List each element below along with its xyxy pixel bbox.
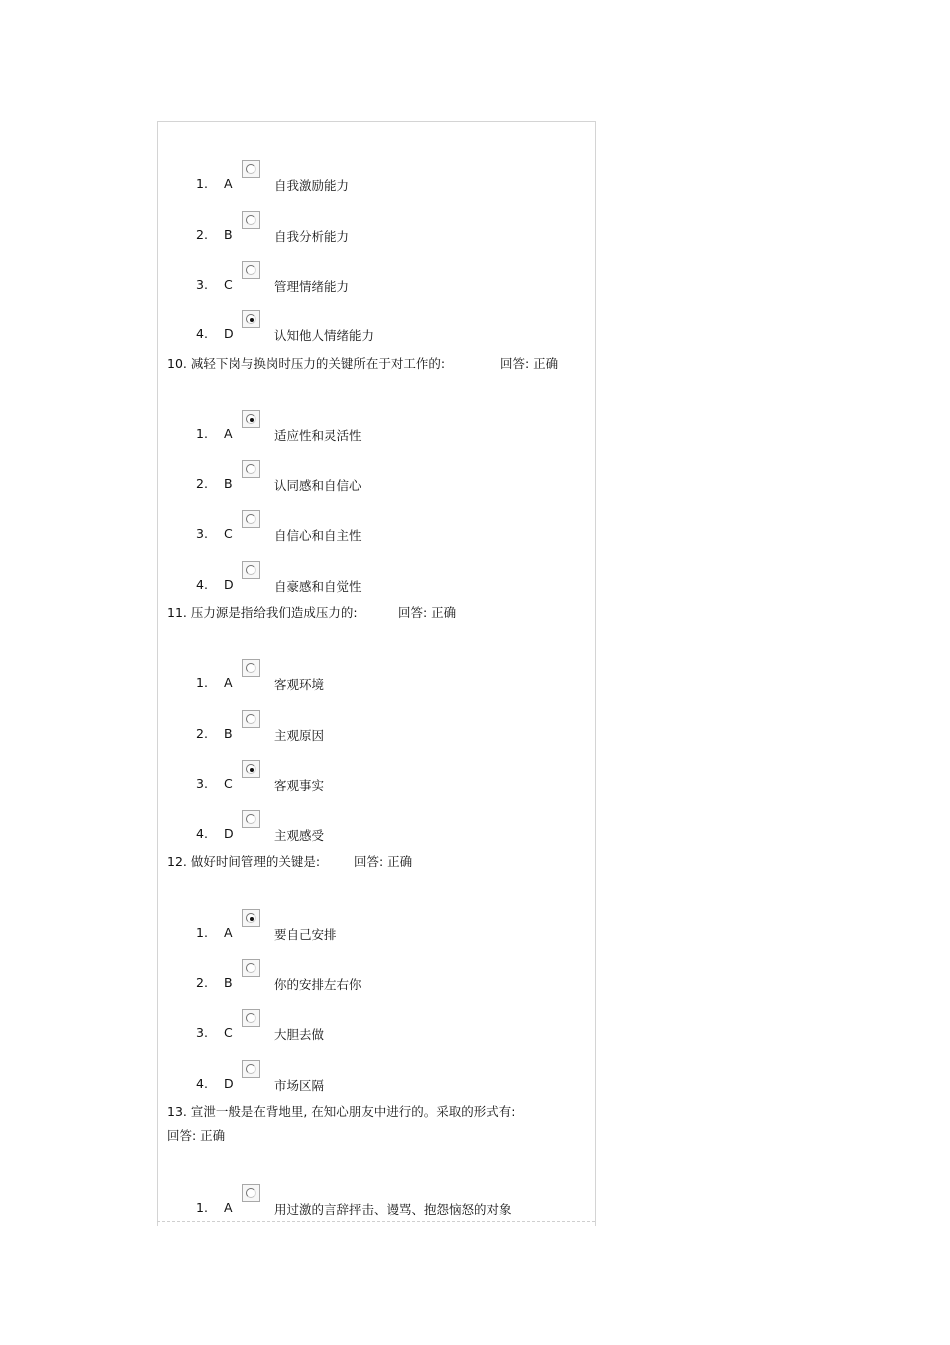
- option-letter: D: [224, 577, 234, 592]
- option-number: 1.: [196, 426, 208, 441]
- content-frame: [157, 121, 596, 1226]
- option-number: 2.: [196, 975, 208, 990]
- option-text: 要自己安排: [274, 927, 337, 942]
- option-text: 客观环境: [274, 677, 325, 692]
- question-text: 10. 减轻下岗与换岗时压力的关键所在于对工作的:: [167, 356, 446, 371]
- option-letter: A: [224, 1200, 233, 1215]
- radio-button-icon[interactable]: [242, 460, 260, 478]
- option-text: 大胆去做: [274, 1027, 325, 1042]
- question-text: 11. 压力源是指给我们造成压力的:: [167, 605, 358, 620]
- option-letter: D: [224, 326, 234, 341]
- option-text: 自我激励能力: [274, 178, 350, 193]
- radio-button-icon[interactable]: [242, 1184, 260, 1202]
- option-letter: D: [224, 826, 234, 841]
- option-text: 主观感受: [274, 828, 325, 843]
- option-text: 主观原因: [274, 728, 325, 743]
- option-letter: B: [224, 227, 233, 242]
- option-number: 2.: [196, 476, 208, 491]
- radio-button-checked-icon[interactable]: [242, 410, 260, 428]
- radio-button-icon[interactable]: [242, 160, 260, 178]
- option-number: 3.: [196, 526, 208, 541]
- option-text: 客观事实: [274, 778, 325, 793]
- option-letter: C: [224, 526, 233, 541]
- option-text: 用过激的言辞抨击、谩骂、抱怨恼怒的对象: [274, 1202, 512, 1217]
- radio-button-icon[interactable]: [242, 510, 260, 528]
- frame-cutoff-edge: [157, 1221, 595, 1223]
- option-letter: A: [224, 176, 233, 191]
- radio-button-icon[interactable]: [242, 211, 260, 229]
- option-text: 市场区隔: [274, 1078, 325, 1093]
- option-number: 4.: [196, 326, 208, 341]
- radio-button-icon[interactable]: [242, 659, 260, 677]
- option-letter: C: [224, 776, 233, 791]
- option-letter: C: [224, 1025, 233, 1040]
- option-number: 1.: [196, 925, 208, 940]
- option-text: 自我分析能力: [274, 229, 350, 244]
- option-number: 4.: [196, 826, 208, 841]
- option-text: 认知他人情绪能力: [274, 328, 375, 343]
- option-number: 1.: [196, 176, 208, 191]
- radio-button-icon[interactable]: [242, 561, 260, 579]
- question-text: 13. 宣泄一般是在背地里, 在知心朋友中进行的。采取的形式有:: [167, 1104, 516, 1119]
- option-number: 1.: [196, 675, 208, 690]
- option-text: 你的安排左右你: [274, 977, 362, 992]
- radio-button-checked-icon[interactable]: [242, 310, 260, 328]
- radio-button-checked-icon[interactable]: [242, 909, 260, 927]
- answer-status: 回答: 正确: [500, 356, 559, 371]
- answer-status: 回答: 正确: [167, 1128, 226, 1143]
- option-number: 4.: [196, 1076, 208, 1091]
- option-letter: C: [224, 277, 233, 292]
- option-number: 3.: [196, 277, 208, 292]
- option-text: 管理情绪能力: [274, 279, 350, 294]
- option-number: 2.: [196, 227, 208, 242]
- option-letter: B: [224, 975, 233, 990]
- option-text: 认同感和自信心: [274, 478, 362, 493]
- radio-button-icon[interactable]: [242, 1009, 260, 1027]
- option-number: 3.: [196, 1025, 208, 1040]
- question-text: 12. 做好时间管理的关键是:: [167, 854, 321, 869]
- option-letter: A: [224, 675, 233, 690]
- option-text: 适应性和灵活性: [274, 428, 362, 443]
- option-letter: A: [224, 426, 233, 441]
- radio-button-icon[interactable]: [242, 810, 260, 828]
- radio-button-icon[interactable]: [242, 1060, 260, 1078]
- option-number: 2.: [196, 726, 208, 741]
- option-letter: A: [224, 925, 233, 940]
- option-text: 自信心和自主性: [274, 528, 362, 543]
- radio-button-checked-icon[interactable]: [242, 760, 260, 778]
- radio-button-icon[interactable]: [242, 959, 260, 977]
- option-letter: B: [224, 726, 233, 741]
- option-number: 1.: [196, 1200, 208, 1215]
- option-number: 3.: [196, 776, 208, 791]
- option-number: 4.: [196, 577, 208, 592]
- answer-status: 回答: 正确: [398, 605, 457, 620]
- radio-button-icon[interactable]: [242, 710, 260, 728]
- option-text: 自豪感和自觉性: [274, 579, 362, 594]
- option-letter: B: [224, 476, 233, 491]
- answer-status: 回答: 正确: [354, 854, 413, 869]
- option-letter: D: [224, 1076, 234, 1091]
- radio-button-icon[interactable]: [242, 261, 260, 279]
